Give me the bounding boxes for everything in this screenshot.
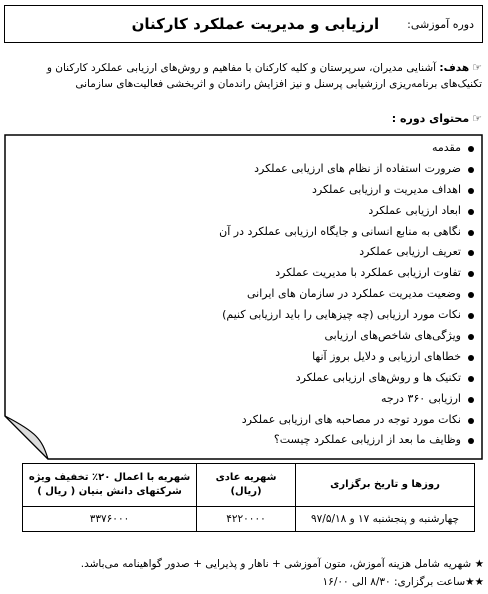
goal-label: هدف: xyxy=(439,62,470,74)
cell-fee: ۴۲۲۰۰۰۰ xyxy=(197,507,296,532)
footnotes xyxy=(4,555,484,591)
contents-label: محتوای دوره : xyxy=(391,112,470,125)
list-item: وضعیت مدیریت عملکرد در سازمان های ایرانی xyxy=(47,284,477,305)
list-item: مقدمه xyxy=(47,138,477,159)
pointing-hand-icon: ☞ xyxy=(472,61,482,74)
contents-box xyxy=(4,134,483,460)
course-title: ارزیابی و مدیریت عملکرد کارکنان xyxy=(131,15,380,33)
footnote-hours: ★★ساعت برگزاری: ۸/۳۰ الی ۱۶/۰۰ xyxy=(322,576,484,588)
goal-section xyxy=(4,60,482,92)
list-item: نگاهی به منابع انسانی و جایگاه ارزیابی عملکرد در آن xyxy=(47,222,477,243)
list-item: ارزیابی ۳۶۰ درجه xyxy=(47,389,477,410)
list-item: تکنیک ها و روش‌های ارزیابی عملکرد xyxy=(47,368,477,389)
list-item: ضرورت استفاده از نظام های ارزیابی عملکرد xyxy=(47,159,477,180)
list-item: ویژگی‌های شاخص‌های ارزیابی xyxy=(47,326,477,347)
topic-list xyxy=(47,138,477,451)
contents-heading xyxy=(392,112,482,125)
list-item: نکات مورد ارزیابی (چه چیزهایی را باید ارزیابی کنیم) xyxy=(47,305,477,326)
table-row xyxy=(23,507,475,532)
title-box xyxy=(4,5,483,43)
list-item: وظایف ما بعد از ارزیابی عملکرد چیست؟ xyxy=(47,430,477,451)
list-item: ابعاد ارزیابی عملکرد xyxy=(47,201,477,222)
footnote-fee-includes: ★ شهریه شامل هزینه آموزش، متون آموزشی + ناهار و پذیرایی + صدور گواهینامه می‌باشد. xyxy=(80,558,484,570)
fee-table xyxy=(22,463,475,532)
list-item: نکات مورد توجه در مصاحبه های ارزیابی عملکرد xyxy=(47,410,477,431)
table-header-row xyxy=(23,464,475,507)
pointing-hand-icon: ☞ xyxy=(472,112,482,125)
header-fee: شهریه عادی (ریال) xyxy=(197,464,296,507)
header-discount-fee: شهریه با اعمال ۲۰٪ تخفیف ویژه شرکتهای دانش بنیان ( ریال ) xyxy=(23,464,197,507)
cell-discount-fee: ۳۳۷۶۰۰۰ xyxy=(23,507,197,532)
list-item: تفاوت ارزیابی عملکرد با مدیریت عملکرد xyxy=(47,263,477,284)
list-item: خطاهای ارزیابی و دلایل بروز آنها xyxy=(47,347,477,368)
list-item: اهداف مدیریت و ارزیابی عملکرد xyxy=(47,180,477,201)
goal-text: آشنایی مدیران، سرپرستان و کلیه کارکنان با مفاهیم و روش‌های ارزیابی عملکرد کارکنان و تکنیک‌های برنامه‌ریزی ارزشیابی پرسنل و نیز افزایش راندمان و اثربخشی فعالیت‌های سازمانی xyxy=(46,62,482,90)
title-label: دوره آموزشی: xyxy=(407,17,474,31)
list-item: تعریف ارزیابی عملکرد xyxy=(47,242,477,263)
cell-date: چهارشنبه و پنجشنبه ۱۷ و ۹۷/۵/۱۸ xyxy=(296,507,475,532)
header-date: روزها و تاریخ برگزاری xyxy=(296,464,475,507)
